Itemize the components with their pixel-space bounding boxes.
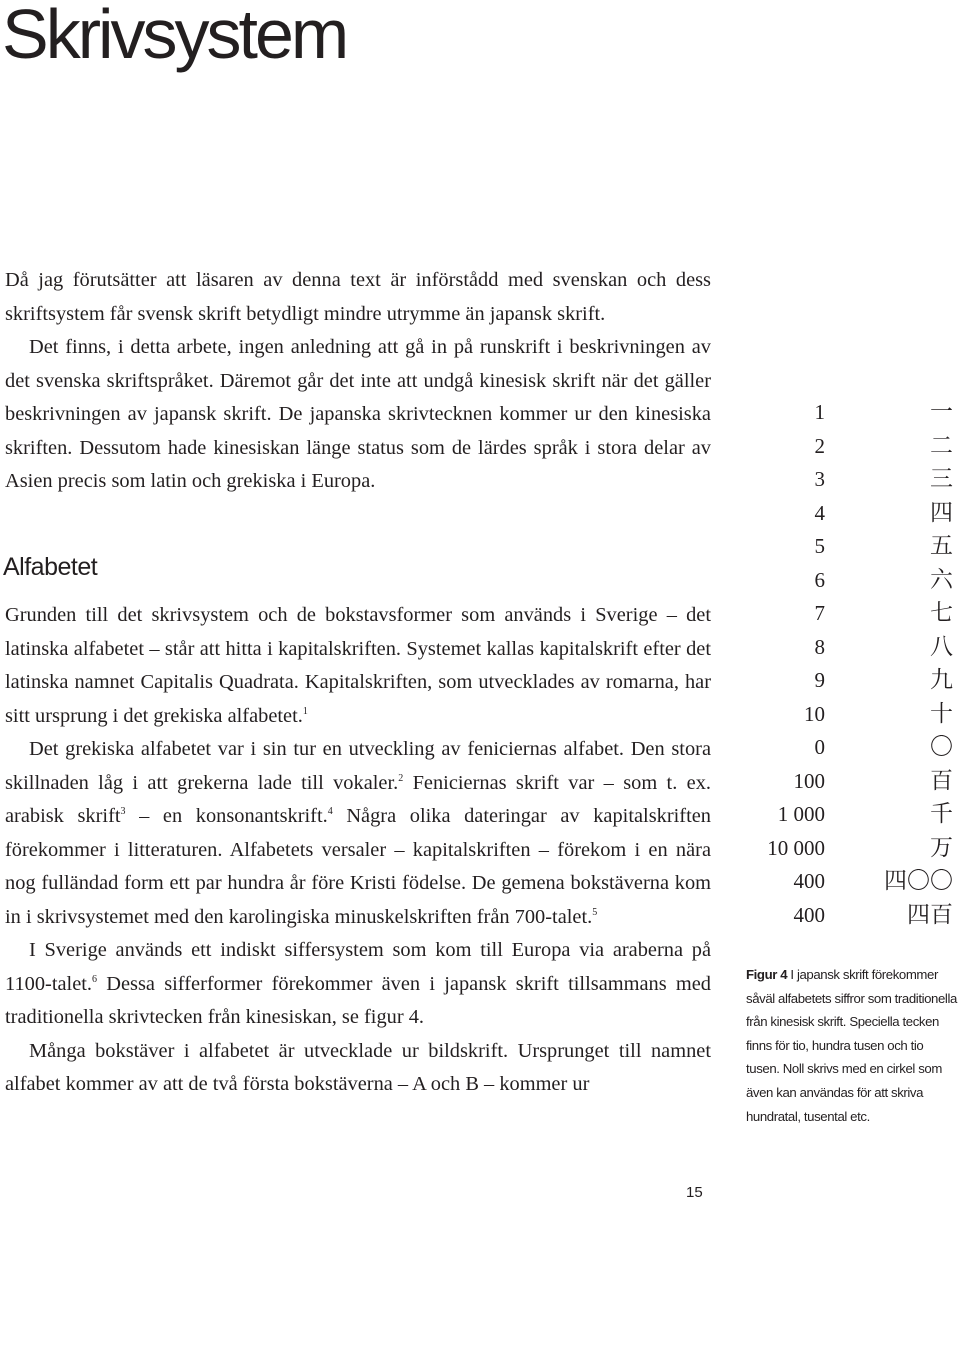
figure-kanji: 千 [930,801,953,827]
figure-kanji: 四〇〇 [884,868,953,894]
body-paragraph: Det grekiska alfabetet var i sin tur en utveckling av feniciernas alfabet. Den stora skillnaden låg i att grekerna lade till vokaler.$^2$ Feniciernas skrift var – som t. ex. arabisk skrift$^3$ – en konsonantskrift.$^4$ Några olika dateringar av kapitalskriften förekommer i litteraturen. Alfabetets versaler – kapitalskriften – förekom i en nära nog fulländad form ett par hundra år före Kristi födelse. De gemena bokstäverna kom in i skrivsystemet med den karolingiska minuskelskriften från 700-talet.$^5$ [5,738,711,928]
figure-kanji-column [845,396,953,932]
figure-kanji: 五 [930,533,953,559]
caption-text: I japansk skrift förekommer såväl alfabetets siffror som traditionella från kinesisk skrift. Speciella tecken finns för tio, hundra tusen och tio tusen. Noll skrivs med en cirkel som även kan användas för att skriva hundratal, tusental etc. [746,967,957,1124]
body-paragraph: Många bokstäver i alfabetet är utvecklade ur bildskrift. Ursprunget till namnet alfabet kommer av att de två första bokstäverna – A och B – kommer ur [5,1039,711,1095]
page-number: 15 [686,1184,703,1201]
body-paragraph: Grunden till det skrivsystem och de bokstavsformer som används i Sverige – det latinska alfabetet – står att hitta i kapitalskriften. Systemet kallas kapitalskrift efter det latinska namnet Capitalis Quadrata. Kapitalskriften, som utvecklades av romarna, har sitt ursprung i det grekiska alfabetet.$^1$ [5,604,711,727]
figure-kanji: 六 [930,566,953,593]
figure-numbers-column [735,396,825,932]
figure-number: 10 000 [767,835,825,860]
footnote-marker: 4 [327,806,333,817]
section-heading: Alfabetet [3,553,98,581]
figure-kanji: 十 [930,700,953,727]
figure-number: 1 000 [777,802,825,826]
footnote-marker: 5 [592,906,598,918]
figure-number: 3 [814,467,825,491]
figure-kanji: 八 [930,633,953,660]
figure-number: 400 [793,902,825,927]
footnote-marker: 6 [92,973,98,985]
figure-number: 6 [814,567,825,592]
figure-number: 10 [804,701,825,726]
figure-kanji: 二 [930,432,953,459]
caption-label: Figur 4 [746,967,788,982]
figure-kanji: 四百 [907,901,953,928]
figure-number: 9 [814,668,825,692]
footnote-marker: 2 [398,772,404,784]
figure-kanji: 九 [930,667,953,693]
intro-paragraph: Då jag förutsätter att läsaren av denna text är införstådd med svenskan och dess skriftsystem får svensk skrift betydligt mindre utrymme än japansk skrift. [5,269,711,325]
figure-kanji: 三 [930,466,953,492]
figure-number: 7 [814,601,825,625]
page-title: Skrivsystem [2,0,347,73]
figure-kanji: 百 [930,767,953,794]
figure-caption [746,963,960,1128]
figure-number: 400 [793,869,825,893]
footnote-marker: 3 [120,806,126,817]
figure-number: 2 [814,433,825,458]
intro-text [5,264,711,499]
section-text [5,599,711,1102]
figure-kanji: 四 [930,499,953,526]
figure-number: 1 [814,400,825,424]
figure-number: 8 [814,634,825,659]
figure-kanji: 一 [930,399,953,425]
intro-paragraph: Det finns, i detta arbete, ingen anledning att gå in på runskrift i beskrivningen av det svenska skriftspråket. Däremot går det inte att undgå kinesisk skrift när det gäller beskrivningen av japansk skrift. De japanska skrivtecknen kommer ur den kinesiska skriften. Dessutom hade kinesiskan länge status som de lärdes språk i stora delar av Asien precis som latin och grekiska i Europa. [5,336,711,492]
figure-number: 5 [814,534,825,558]
footnote-marker: 1 [302,705,308,717]
figure-number: 100 [793,768,825,793]
figure-kanji: 万 [930,834,953,861]
figure-number: 0 [814,735,825,759]
figure-number: 4 [814,500,825,525]
body-paragraph: I Sverige används ett indiskt siffersystem som kom till Europa via araberna på 1100-talet.$^6$ Dessa sifferformer förekommer även i japansk skrift tillsammans med traditionella skrivtecken från kinesiskan, se figur 4. [5,939,711,1028]
figure-kanji: 〇 [930,734,953,760]
figure-kanji: 七 [930,600,953,626]
